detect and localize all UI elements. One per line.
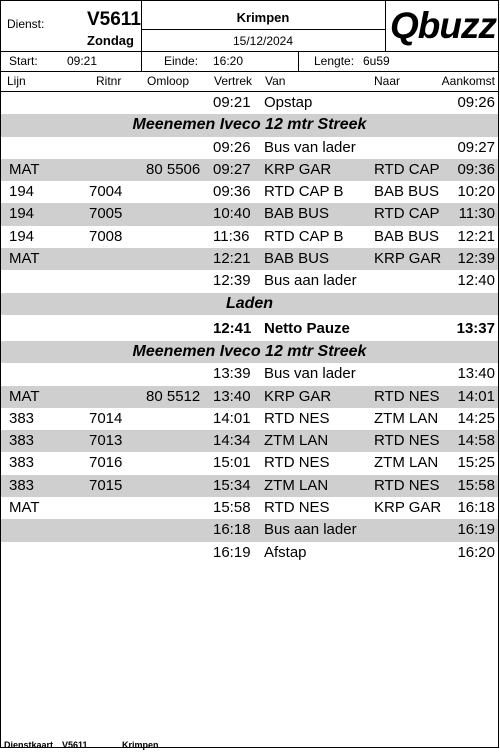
- cell-aankomst: 16:18: [457, 499, 495, 517]
- cell-naar: RTD NES: [374, 387, 440, 405]
- cell-vertrek: 13:40: [213, 387, 251, 405]
- cell-vertrek: 09:36: [213, 183, 251, 201]
- lengte-label: Lengte:: [314, 54, 355, 68]
- einde-label: Einde:: [164, 54, 199, 68]
- cell-van: RTD NES: [264, 454, 330, 472]
- cell-lijn: 383: [9, 409, 35, 427]
- cell-omloop: 80 5512: [146, 387, 201, 405]
- cell-van: RTD NES: [264, 499, 330, 517]
- cell-aankomst: 09:36: [457, 160, 495, 178]
- table-row: [1, 542, 498, 564]
- cell-lijn: 383: [9, 432, 35, 450]
- cell-vertrek: 14:01: [213, 409, 251, 427]
- cell-aankomst: 14:25: [457, 409, 495, 427]
- table-row: [1, 248, 498, 270]
- start-label: Start:: [9, 54, 38, 68]
- col-vertrek: Vertrek: [214, 74, 253, 88]
- logo-cell: [386, 1, 498, 51]
- cell-lijn: MAT: [9, 250, 40, 268]
- summary-divider: [141, 51, 142, 71]
- cell-lijn: MAT: [9, 387, 40, 405]
- footer-depot: Krimpen: [122, 740, 159, 750]
- cell-naar: RTD NES: [374, 432, 440, 450]
- cell-vertrek: 09:27: [213, 160, 251, 178]
- cell-naar: BAB BUS: [374, 183, 440, 201]
- table-row: [1, 452, 498, 474]
- cell-ritnr: 7008: [89, 227, 123, 245]
- qbuzz-logo: Qbuzz: [390, 5, 496, 46]
- cell-naar: ZTM LAN: [374, 454, 439, 472]
- cell-van: RTD NES: [264, 409, 330, 427]
- lengte-value: 6u59: [363, 54, 390, 68]
- cell-ritnr: 7004: [89, 183, 123, 201]
- cell-aankomst: 16:19: [457, 521, 495, 539]
- section-bar: [1, 293, 498, 315]
- table-row: [1, 430, 498, 452]
- cell-naar: KRP GAR: [374, 499, 442, 517]
- date: 15/12/2024: [232, 34, 294, 48]
- depot-cell: [141, 1, 386, 51]
- section-bar: [1, 341, 498, 363]
- cell-lijn: 383: [9, 476, 35, 494]
- cell-van: Bus van lader: [264, 365, 356, 383]
- cell-lijn: 194: [9, 183, 35, 201]
- table-row: [1, 363, 498, 385]
- cell-vertrek: 12:41: [213, 319, 252, 337]
- table-row: [1, 270, 498, 292]
- section-title: Meenemen Iveco 12 mtr Streek: [132, 116, 367, 134]
- footer-label: Dienstkaart: [4, 740, 54, 750]
- cell-aankomst: 12:39: [457, 250, 495, 268]
- day-name: Zondag: [87, 33, 134, 48]
- start-time: 09:21: [67, 54, 98, 68]
- header-divider: [141, 29, 385, 30]
- cell-lijn: MAT: [9, 160, 40, 178]
- cell-aankomst: 13:40: [457, 365, 495, 383]
- col-van: Van: [265, 74, 286, 88]
- cell-vertrek: 15:34: [213, 476, 251, 494]
- trip-table: [1, 92, 498, 564]
- summary-bar: [1, 51, 498, 72]
- cell-aankomst: 13:37: [456, 319, 495, 337]
- cell-vertrek: 09:26: [213, 138, 251, 156]
- column-header: [1, 73, 498, 92]
- table-row: [1, 386, 498, 408]
- depot-name: Krimpen: [236, 10, 290, 25]
- cell-vertrek: 16:19: [213, 543, 251, 561]
- cell-lijn: 383: [9, 454, 35, 472]
- cell-omloop: 80 5506: [146, 160, 201, 178]
- einde-time: 16:20: [213, 54, 244, 68]
- cell-aankomst: 15:58: [457, 476, 495, 494]
- cell-aankomst: 15:25: [457, 454, 495, 472]
- header: [1, 1, 498, 52]
- col-naar: Naar: [374, 74, 401, 88]
- cell-van: ZTM LAN: [264, 432, 329, 450]
- col-lijn: Lijn: [7, 74, 26, 88]
- section-bar: [1, 114, 498, 136]
- cell-van: Bus aan lader: [264, 272, 357, 290]
- cell-vertrek: 11:36: [213, 227, 250, 245]
- cell-vertrek: 10:40: [213, 205, 251, 223]
- cell-van: BAB BUS: [264, 205, 330, 223]
- cell-van: ZTM LAN: [264, 476, 329, 494]
- dienst-cell: [1, 1, 142, 51]
- cell-vertrek: 16:18: [213, 521, 251, 539]
- cell-van: BAB BUS: [264, 250, 330, 268]
- cell-van: RTD CAP B: [264, 227, 344, 245]
- summary-divider: [298, 51, 299, 71]
- cell-ritnr: 7013: [89, 432, 123, 450]
- cell-aankomst: 09:27: [457, 138, 495, 156]
- col-aankomst: Aankomst: [441, 74, 495, 88]
- footer-dienst: V5611: [62, 740, 88, 750]
- cell-vertrek: 12:39: [213, 272, 251, 290]
- cell-aankomst: 09:26: [457, 94, 495, 111]
- cell-aankomst: 12:21: [457, 227, 495, 245]
- cell-aankomst: 11:30: [458, 205, 495, 223]
- cell-vertrek: 09:21: [213, 94, 251, 111]
- cell-vertrek: 15:01: [213, 454, 251, 472]
- dienst-label: Dienst:: [7, 17, 45, 31]
- pause-row: [1, 315, 498, 341]
- cell-ritnr: 7016: [89, 454, 123, 472]
- table-row: [1, 92, 498, 114]
- col-omloop: Omloop: [147, 74, 190, 88]
- cell-aankomst: 14:01: [457, 387, 495, 405]
- table-row: [1, 475, 498, 497]
- table-row: [1, 159, 498, 181]
- cell-van: KRP GAR: [264, 160, 332, 178]
- cell-aankomst: 12:40: [457, 272, 495, 290]
- cell-van: Afstap: [264, 543, 307, 561]
- dienst-number: V5611: [87, 9, 141, 30]
- cell-aankomst: 10:20: [457, 183, 495, 201]
- cell-lijn: MAT: [9, 499, 40, 517]
- cell-lijn: 194: [9, 205, 35, 223]
- cell-van: Netto Pauze: [264, 319, 350, 337]
- table-row: [1, 497, 498, 519]
- cell-ritnr: 7014: [89, 409, 123, 427]
- cell-vertrek: 15:58: [213, 499, 251, 517]
- cell-naar: RTD CAP: [374, 160, 440, 178]
- cell-vertrek: 13:39: [213, 365, 251, 383]
- cell-van: KRP GAR: [264, 387, 332, 405]
- cell-van: Opstap: [264, 94, 313, 111]
- table-row: [1, 137, 498, 159]
- table-row: [1, 408, 498, 430]
- cell-naar: RTD CAP: [374, 205, 440, 223]
- table-row: [1, 203, 498, 225]
- table-row: [1, 181, 498, 203]
- cell-naar: KRP GAR: [374, 250, 442, 268]
- cell-aankomst: 16:20: [457, 543, 495, 561]
- cell-ritnr: 7015: [89, 476, 123, 494]
- cell-van: RTD CAP B: [264, 183, 344, 201]
- cell-naar: BAB BUS: [374, 227, 440, 245]
- cell-vertrek: 14:34: [213, 432, 251, 450]
- cell-ritnr: 7005: [89, 205, 123, 223]
- cell-naar: ZTM LAN: [374, 409, 439, 427]
- cell-van: Bus aan lader: [264, 521, 357, 539]
- cell-lijn: 194: [9, 227, 35, 245]
- table-row: [1, 519, 498, 541]
- cell-aankomst: 14:58: [457, 432, 495, 450]
- col-ritnr: Ritnr: [96, 74, 122, 88]
- section-title: Laden: [225, 294, 274, 312]
- section-title: Meenemen Iveco 12 mtr Streek: [132, 342, 367, 360]
- table-row: [1, 226, 498, 248]
- cell-van: Bus van lader: [264, 138, 356, 156]
- cell-naar: RTD NES: [374, 476, 440, 494]
- cell-vertrek: 12:21: [213, 250, 251, 268]
